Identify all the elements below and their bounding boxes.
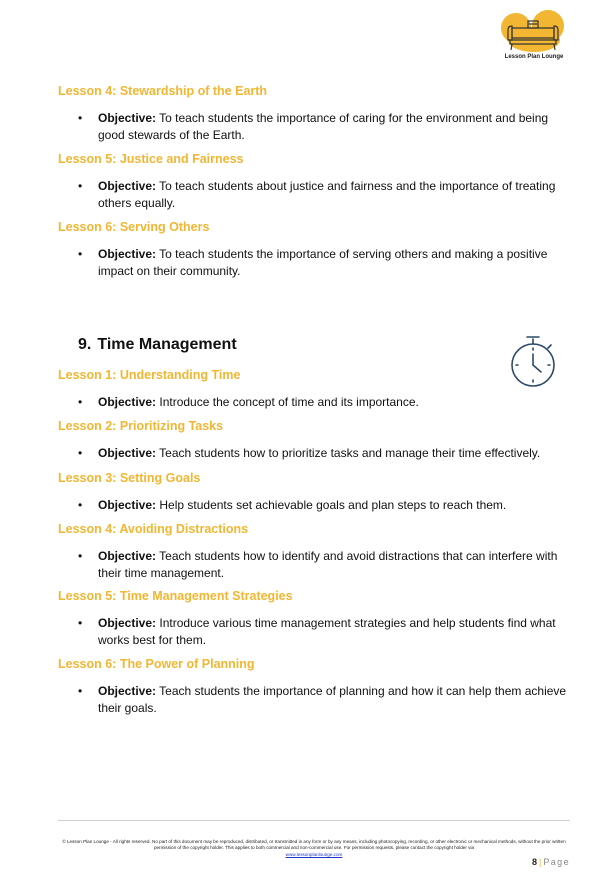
objective-label: Objective: (98, 395, 157, 409)
lesson-block (58, 368, 568, 411)
bullet-icon: • (78, 247, 83, 261)
lesson-block (58, 84, 568, 144)
lesson-block (58, 152, 568, 212)
bullet-icon: • (78, 179, 83, 193)
objective-item (58, 178, 568, 212)
objective-text: Teach students the importance of planning and how it can help them achieve their goals. (98, 684, 567, 715)
copyright-text: © Lesson Plan Lounge - All rights reserved. No part of this document may be reproduced, distributed, or transmitted in any form or by any means, including photocopying, recording, or other electronic or mechanical methods, without the prior written permission of the copyright holder. This applies to both commercial and non-commercial use. For permission requests, please contact the copyright holder via (62, 839, 566, 851)
objective-label: Objective: (98, 684, 157, 698)
objective-item (58, 548, 568, 582)
objective-text: To teach students the importance of caring for the environment and being good stewards of the Earth. (98, 111, 549, 142)
objective-item (58, 246, 568, 280)
objective-label: Objective: (98, 446, 157, 460)
objective-item (58, 445, 568, 462)
lesson-title: Lesson 6: The Power of Planning (58, 657, 255, 671)
lesson-title: Lesson 1: Understanding Time (58, 368, 241, 382)
objective-text: Teach students how to identify and avoid distractions that can interfere with their time management. (98, 549, 558, 580)
bullet-icon: • (78, 111, 83, 125)
page-label: Page (543, 857, 570, 867)
page-number-value: 8 (532, 857, 538, 867)
lesson-title: Lesson 6: Serving Others (58, 220, 210, 234)
lesson-title: Lesson 3: Setting Goals (58, 471, 201, 485)
objective-item (58, 683, 568, 717)
page-separator: | (539, 857, 542, 867)
lesson-block (58, 522, 568, 582)
section-title: Time Management (97, 336, 237, 353)
lesson-block (58, 471, 568, 514)
objective-label: Objective: (98, 179, 157, 193)
lesson-title: Lesson 2: Prioritizing Tasks (58, 419, 224, 433)
bullet-icon: • (78, 616, 83, 630)
objective-label: Objective: (98, 247, 157, 261)
objective-item (58, 615, 568, 649)
objective-label: Objective: (98, 498, 157, 512)
footer-divider (58, 820, 570, 821)
lesson-block (58, 220, 568, 280)
lesson-block (58, 419, 568, 462)
objective-item (58, 497, 568, 514)
bullet-icon: • (78, 395, 83, 409)
objective-label: Objective: (98, 549, 157, 563)
lesson-block (58, 657, 568, 717)
footer-copyright (60, 839, 568, 858)
objective-label: Objective: (98, 111, 157, 125)
lesson-title: Lesson 5: Time Management Strategies (58, 589, 293, 603)
armchair-logo-icon (498, 10, 570, 54)
brand-logo (498, 10, 570, 66)
objective-text: Help students set achievable goals and plan steps to reach them. (159, 498, 507, 512)
objective-item (58, 394, 568, 411)
bullet-icon: • (78, 446, 83, 460)
lesson-title: Lesson 4: Stewardship of the Earth (58, 84, 268, 98)
website-link[interactable]: www.lessonplanlounge.com (285, 851, 343, 857)
objective-item (58, 110, 568, 144)
objective-label: Objective: (98, 616, 157, 630)
objective-text: To teach students the importance of serving others and making a positive impact on their community. (98, 247, 548, 278)
objective-text: To teach students about justice and fairness and the importance of treating others equally. (98, 179, 556, 210)
bullet-icon: • (78, 498, 83, 512)
section-number: 9. (78, 336, 92, 353)
section-heading (78, 336, 237, 354)
bullet-icon: • (78, 684, 83, 698)
objective-text: Introduce the concept of time and its importance. (159, 395, 419, 409)
bullet-icon: • (78, 549, 83, 563)
objective-text: Teach students how to prioritize tasks and manage their time effectively. (159, 446, 541, 460)
objective-text: Introduce various time management strategies and help students find what works best for them. (98, 616, 556, 647)
lesson-title: Lesson 4: Avoiding Distractions (58, 522, 249, 536)
lesson-title: Lesson 5: Justice and Fairness (58, 152, 244, 166)
lesson-block (58, 589, 568, 649)
logo-text: Lesson Plan Lounge (504, 54, 564, 60)
page-number (500, 857, 570, 867)
